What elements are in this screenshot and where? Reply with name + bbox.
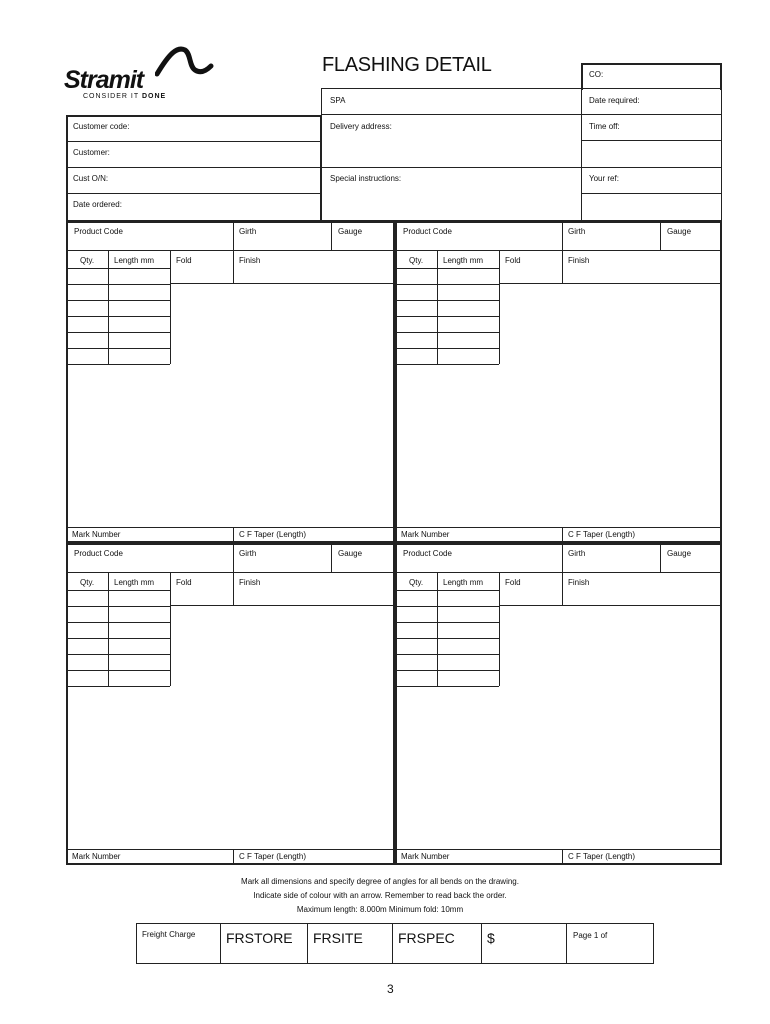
divider <box>233 250 234 283</box>
product-code-label: Product Code <box>403 227 452 236</box>
customer-label: Customer: <box>73 148 110 157</box>
divider <box>395 527 722 528</box>
delivery-address-label: Delivery address: <box>330 122 392 131</box>
divider <box>66 849 395 850</box>
note-line-2: Indicate side of colour with an arrow. Remember to read back the order. <box>253 891 507 900</box>
fold-label: Fold <box>505 256 521 265</box>
page-of-label: Page 1 of <box>573 931 608 940</box>
girth-label: Girth <box>568 549 586 558</box>
flashing-panel <box>395 221 722 543</box>
divider <box>499 283 722 284</box>
divider <box>566 923 567 964</box>
cust-on-label: Cust O/N: <box>73 174 109 183</box>
cf-taper-label: C F Taper (Length) <box>239 852 306 861</box>
grid-line <box>395 638 499 639</box>
gauge-label: Gauge <box>667 549 692 558</box>
divider <box>233 527 234 543</box>
grid-line <box>395 332 499 333</box>
length-mm-label: Length mm <box>114 256 155 265</box>
grid-line <box>395 268 499 269</box>
mark-number-label: Mark Number <box>72 530 121 539</box>
divider <box>233 543 234 572</box>
frsite-label: FRSITE <box>313 930 363 946</box>
divider <box>562 543 563 572</box>
grid-line <box>66 300 170 301</box>
freight-charge-label: Freight Charge <box>142 930 196 939</box>
qty-label: Qty. <box>80 578 95 587</box>
your-ref-label: Your ref: <box>589 174 619 183</box>
customer-code-label: Customer code: <box>73 122 130 131</box>
divider <box>395 849 722 850</box>
grid-line <box>395 364 499 365</box>
date-ordered-label: Date ordered: <box>73 200 122 209</box>
grid-line <box>66 284 170 285</box>
gauge-label: Gauge <box>338 227 363 236</box>
gauge-label: Gauge <box>667 227 692 236</box>
freight-table <box>136 923 654 964</box>
finish-label: Finish <box>568 578 590 587</box>
grid-line <box>66 316 170 317</box>
grid-line <box>66 686 170 687</box>
mark-number-label: Mark Number <box>401 530 450 539</box>
frstore-label: FRSTORE <box>226 930 293 946</box>
divider <box>66 527 395 528</box>
divider <box>499 572 500 686</box>
length-mm-label: Length mm <box>443 256 484 265</box>
logo-swoosh-icon <box>155 44 215 84</box>
divider <box>562 849 563 865</box>
special-instructions-label: Special instructions: <box>330 174 402 183</box>
divider <box>392 923 393 964</box>
divider <box>562 527 563 543</box>
divider <box>562 250 563 283</box>
divider <box>499 250 500 364</box>
grid-line <box>395 284 499 285</box>
qty-label: Qty. <box>409 256 424 265</box>
logo-wordmark: Stramit <box>64 66 144 94</box>
divider <box>66 141 322 142</box>
fold-label: Fold <box>176 256 192 265</box>
cf-taper-label: C F Taper (Length) <box>568 530 635 539</box>
flashing-panel <box>66 543 395 865</box>
grid-line <box>66 332 170 333</box>
gauge-label: Gauge <box>338 549 363 558</box>
product-code-label: Product Code <box>74 227 123 236</box>
divider <box>233 849 234 865</box>
divider <box>66 167 322 168</box>
flashing-panel <box>395 543 722 865</box>
divider <box>170 283 395 284</box>
fold-label: Fold <box>176 578 192 587</box>
spa-label: SPA <box>330 96 346 105</box>
girth-label: Girth <box>239 549 257 558</box>
grid-line <box>66 268 170 269</box>
grid-line <box>395 670 499 671</box>
cf-taper-label: C F Taper (Length) <box>568 852 635 861</box>
finish-label: Finish <box>239 578 261 587</box>
page-title: FLASHING DETAIL <box>322 54 492 76</box>
product-code-label: Product Code <box>74 549 123 558</box>
length-mm-label: Length mm <box>114 578 155 587</box>
divider <box>481 923 482 964</box>
divider <box>220 923 221 964</box>
divider <box>331 221 332 250</box>
divider <box>331 543 332 572</box>
time-off-label: Time off: <box>589 122 620 131</box>
grid-line <box>395 622 499 623</box>
girth-label: Girth <box>568 227 586 236</box>
page-number: 3 <box>387 982 394 996</box>
length-mm-label: Length mm <box>443 578 484 587</box>
divider <box>660 221 661 250</box>
co-label: CO: <box>589 70 604 79</box>
grid-line <box>395 606 499 607</box>
qty-label: Qty. <box>80 256 95 265</box>
divider <box>562 572 563 605</box>
divider <box>307 923 308 964</box>
divider <box>170 572 171 686</box>
mark-number-label: Mark Number <box>72 852 121 861</box>
grid-line <box>395 316 499 317</box>
divider <box>499 605 722 606</box>
divider <box>170 250 171 364</box>
grid-line <box>66 670 170 671</box>
frspec-label: FRSPEC <box>398 930 455 946</box>
product-code-label: Product Code <box>403 549 452 558</box>
note-line-3: Maximum length: 8.000m Minimum fold: 10mm <box>296 905 464 914</box>
mark-number-label: Mark Number <box>401 852 450 861</box>
finish-label: Finish <box>239 256 261 265</box>
divider <box>66 193 322 194</box>
grid-line <box>395 300 499 301</box>
finish-label: Finish <box>568 256 590 265</box>
logo-tagline: CONSIDER IT DONE <box>83 93 167 100</box>
divider <box>66 250 395 251</box>
note-line-1: Mark all dimensions and specify degree of angles for all bends on the drawing. <box>241 877 519 886</box>
fold-label: Fold <box>505 578 521 587</box>
qty-label: Qty. <box>409 578 424 587</box>
divider <box>660 543 661 572</box>
grid-line <box>395 590 499 591</box>
divider <box>581 140 722 141</box>
grid-line <box>66 606 170 607</box>
date-required-label: Date required: <box>589 96 640 105</box>
divider <box>321 114 722 115</box>
dollar-label: $ <box>487 930 495 946</box>
divider <box>395 250 722 251</box>
divider <box>233 572 234 605</box>
grid-line <box>66 348 170 349</box>
divider <box>395 572 722 573</box>
girth-label: Girth <box>239 227 257 236</box>
divider <box>170 605 395 606</box>
grid-line <box>66 654 170 655</box>
divider <box>581 193 722 194</box>
grid-line <box>66 364 170 365</box>
grid-line <box>395 348 499 349</box>
grid-line <box>395 686 499 687</box>
grid-line <box>66 590 170 591</box>
flashing-panel <box>66 221 395 543</box>
divider <box>581 88 582 221</box>
cf-taper-label: C F Taper (Length) <box>239 530 306 539</box>
grid-line <box>66 622 170 623</box>
grid-line <box>66 638 170 639</box>
divider <box>321 167 722 168</box>
divider <box>562 221 563 250</box>
divider <box>233 221 234 250</box>
grid-line <box>395 654 499 655</box>
divider <box>66 572 395 573</box>
